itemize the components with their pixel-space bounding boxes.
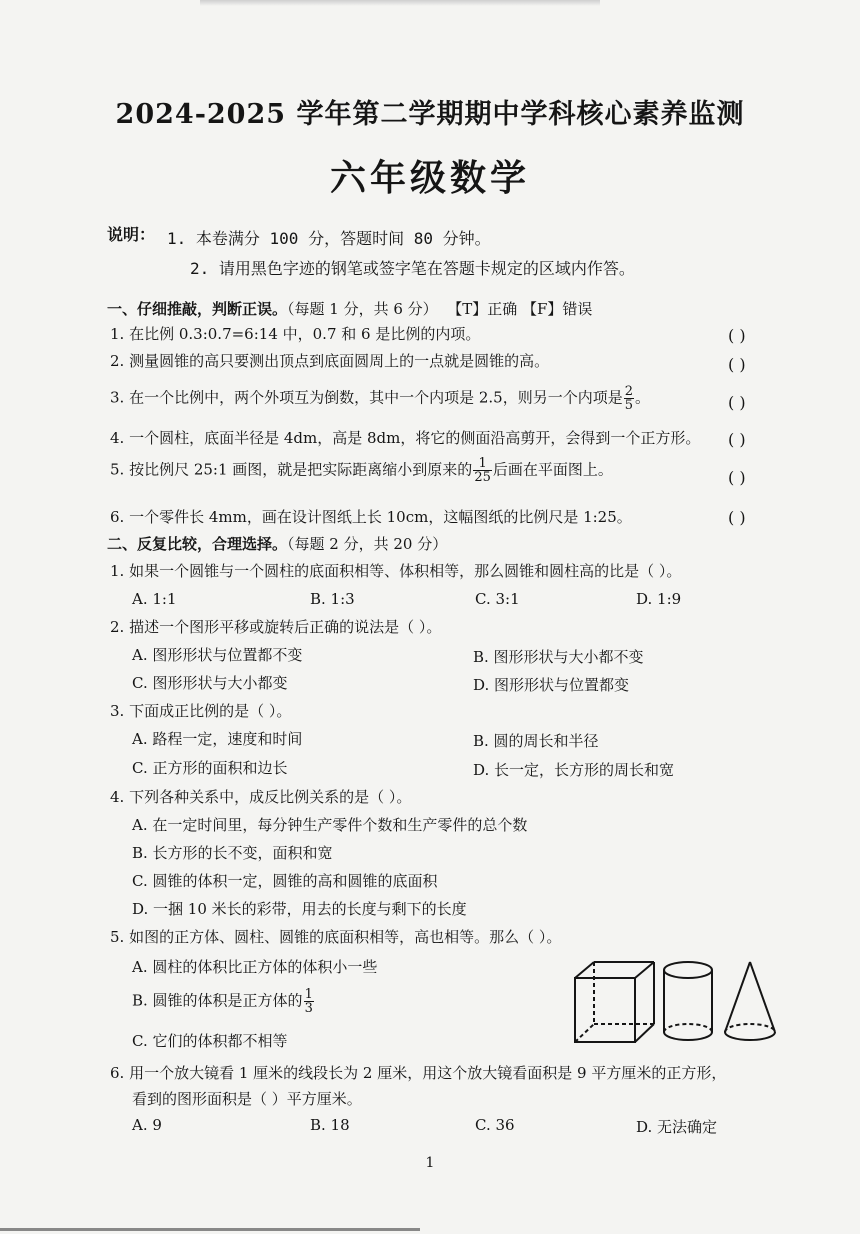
- exam-subtitle: 六年级数学: [329, 157, 530, 199]
- fraction-denominator: 5: [624, 398, 633, 413]
- s1-question-5-text: 5. 按比例尺 25:1 画图，就是把实际距离缩小到原来的: [110, 460, 473, 479]
- s2-q2-option-d[interactable]: D. 图形形状与位置都变: [473, 676, 630, 694]
- s1-question-3-text: 3. 在一个比例中，两个外项互为倒数，其中一个内项是 2.5，则另一个内项是: [110, 388, 623, 407]
- s2-q4-stem: 4. 下列各种关系中，成反比例关系的是（ ）。: [110, 788, 412, 806]
- s2-q6-stem-line1: 6. 用一个放大镜看 1 厘米的线段长为 2 厘米，用这个放大镜看面积是 9 平方厘米的正方形，: [110, 1064, 727, 1082]
- s2-q1-stem: 1. 如果一个圆锥与一个圆柱的底面积相等、体积相等，那么圆锥和圆柱高的比是（ ）。: [110, 562, 682, 580]
- s1-question-6: 6. 一个零件长 4mm，画在设计图纸上长 10cm，这幅图纸的比例尺是 1:25。: [110, 508, 632, 526]
- s2-q1-option-b[interactable]: B. 1:3: [310, 590, 355, 608]
- s2-q4-option-b[interactable]: B. 长方形的长不变，面积和宽: [132, 844, 333, 862]
- s2-q1-option-a[interactable]: A. 1:1: [132, 590, 177, 608]
- s2-q4-option-a[interactable]: A. 在一定时间里，每分钟生产零件个数和生产零件的总个数: [132, 816, 528, 834]
- s1-question-5: [110, 457, 613, 484]
- s2-q3-option-b[interactable]: B. 圆的周长和半径: [473, 732, 599, 750]
- s2-q1-option-c[interactable]: C. 3:1: [475, 590, 520, 608]
- s2-q6-option-d[interactable]: D. 无法确定: [636, 1118, 718, 1136]
- fraction-numerator: 2: [624, 384, 633, 399]
- fraction-numerator: 1: [304, 987, 313, 1002]
- section2-score: （每题 2 分，共 20 分）: [287, 535, 448, 553]
- s2-q2-stem: 2. 描述一个图形平移或旋转后正确的说法是（ ）。: [110, 618, 442, 636]
- fraction-denominator: 25: [474, 470, 491, 485]
- s2-q5-stem: 5. 如图的正方体、圆柱、圆锥的底面积相等，高也相等。那么（ ）。: [110, 928, 562, 946]
- s2-q5-option-b-text: B. 圆锥的体积是正方体的: [132, 991, 303, 1010]
- s2-q3-option-a[interactable]: A. 路程一定，速度和时间: [132, 730, 303, 748]
- s1-answer-5[interactable]: ( ): [728, 468, 746, 487]
- section1-heading: 一、仔细推敲，判断正误。: [107, 300, 288, 318]
- s2-q2-option-a[interactable]: A. 图形形状与位置都不变: [132, 646, 303, 664]
- cylinder-figure: [664, 962, 712, 1040]
- cube-figure: [575, 962, 654, 1042]
- fraction-one-twentyfifth: [473, 457, 492, 484]
- s2-q5-option-c[interactable]: C. 它们的体积都不相等: [132, 1032, 288, 1050]
- s1-answer-3[interactable]: ( ): [728, 393, 746, 412]
- solids-figure: [570, 958, 785, 1046]
- s1-question-4: 4. 一个圆柱，底面半径是 4dm，高是 8dm，将它的侧面沿高剪开，会得到一个正方形。: [110, 429, 701, 447]
- cone-figure: [725, 962, 775, 1040]
- notes-label: 说明：: [107, 225, 156, 244]
- note-2: 2. 请用黑色字迹的钢笔或签字笔在答题卡规定的区域内作答。: [190, 259, 635, 278]
- s2-q1-option-d[interactable]: D. 1:9: [636, 590, 682, 608]
- s1-question-3: [110, 385, 650, 412]
- fraction-denominator: 3: [304, 1001, 313, 1016]
- s1-answer-1[interactable]: ( ): [728, 326, 746, 345]
- s2-q6-option-b[interactable]: B. 18: [310, 1116, 350, 1134]
- s1-question-1: 1. 在比例 0.3:0.7=6:14 中，0.7 和 6 是比例的内项。: [110, 325, 481, 343]
- section1-legend: 【T】正确 【F】错误: [447, 300, 593, 318]
- s2-q2-option-c[interactable]: C. 图形形状与大小都变: [132, 674, 288, 692]
- s2-q3-option-d[interactable]: D. 长一定，长方形的周长和宽: [473, 761, 675, 779]
- s1-question-2: 2. 测量圆锥的高只要测出顶点到底面圆周上的一点就是圆锥的高。: [110, 352, 550, 370]
- note-1: 1. 本卷满分 100 分，答题时间 80 分钟。: [167, 229, 491, 248]
- s2-q4-option-d[interactable]: D. 一捆 10 米长的彩带，用去的长度与剩下的长度: [132, 900, 467, 918]
- section1-header: [107, 298, 592, 319]
- s1-question-3-end: 。: [635, 388, 651, 407]
- s2-q5-option-b[interactable]: [132, 988, 315, 1015]
- fraction-one-third: [304, 988, 314, 1015]
- s1-answer-2[interactable]: ( ): [728, 355, 746, 374]
- s1-answer-4[interactable]: ( ): [728, 430, 746, 449]
- section2-header: [107, 533, 447, 554]
- s2-q6-stem-line2: 看到的图形面积是（ ）平方厘米。: [132, 1090, 362, 1108]
- s2-q5-option-a[interactable]: A. 圆柱的体积比正方体的体积小一些: [132, 958, 378, 976]
- s1-answer-6[interactable]: ( ): [728, 508, 746, 527]
- section2-heading: 二、反复比较，合理选择。: [107, 535, 288, 553]
- s2-q6-option-c[interactable]: C. 36: [475, 1116, 515, 1134]
- fraction-numerator: 1: [473, 457, 492, 471]
- s2-q3-stem: 3. 下面成正比例的是（ ）。: [110, 702, 292, 720]
- s2-q6-option-a[interactable]: A. 9: [132, 1116, 162, 1134]
- page-number: 1: [425, 1155, 435, 1171]
- s2-q3-option-c[interactable]: C. 正方形的面积和边长: [132, 759, 288, 777]
- section1-score: （每题 1 分，共 6 分）: [287, 300, 438, 318]
- fraction-two-fifths: [624, 385, 634, 412]
- s2-q2-option-b[interactable]: B. 图形形状与大小都不变: [473, 648, 644, 666]
- scan-edge-bottom: [0, 1228, 420, 1231]
- s2-q4-option-c[interactable]: C. 圆锥的体积一定，圆锥的高和圆锥的底面积: [132, 872, 438, 890]
- scan-edge-top: [200, 0, 600, 6]
- exam-title: 2024-2025 学年第二学期期中学科核心素养监测: [115, 99, 745, 130]
- s1-question-5-end: 后画在平面图上。: [492, 460, 613, 479]
